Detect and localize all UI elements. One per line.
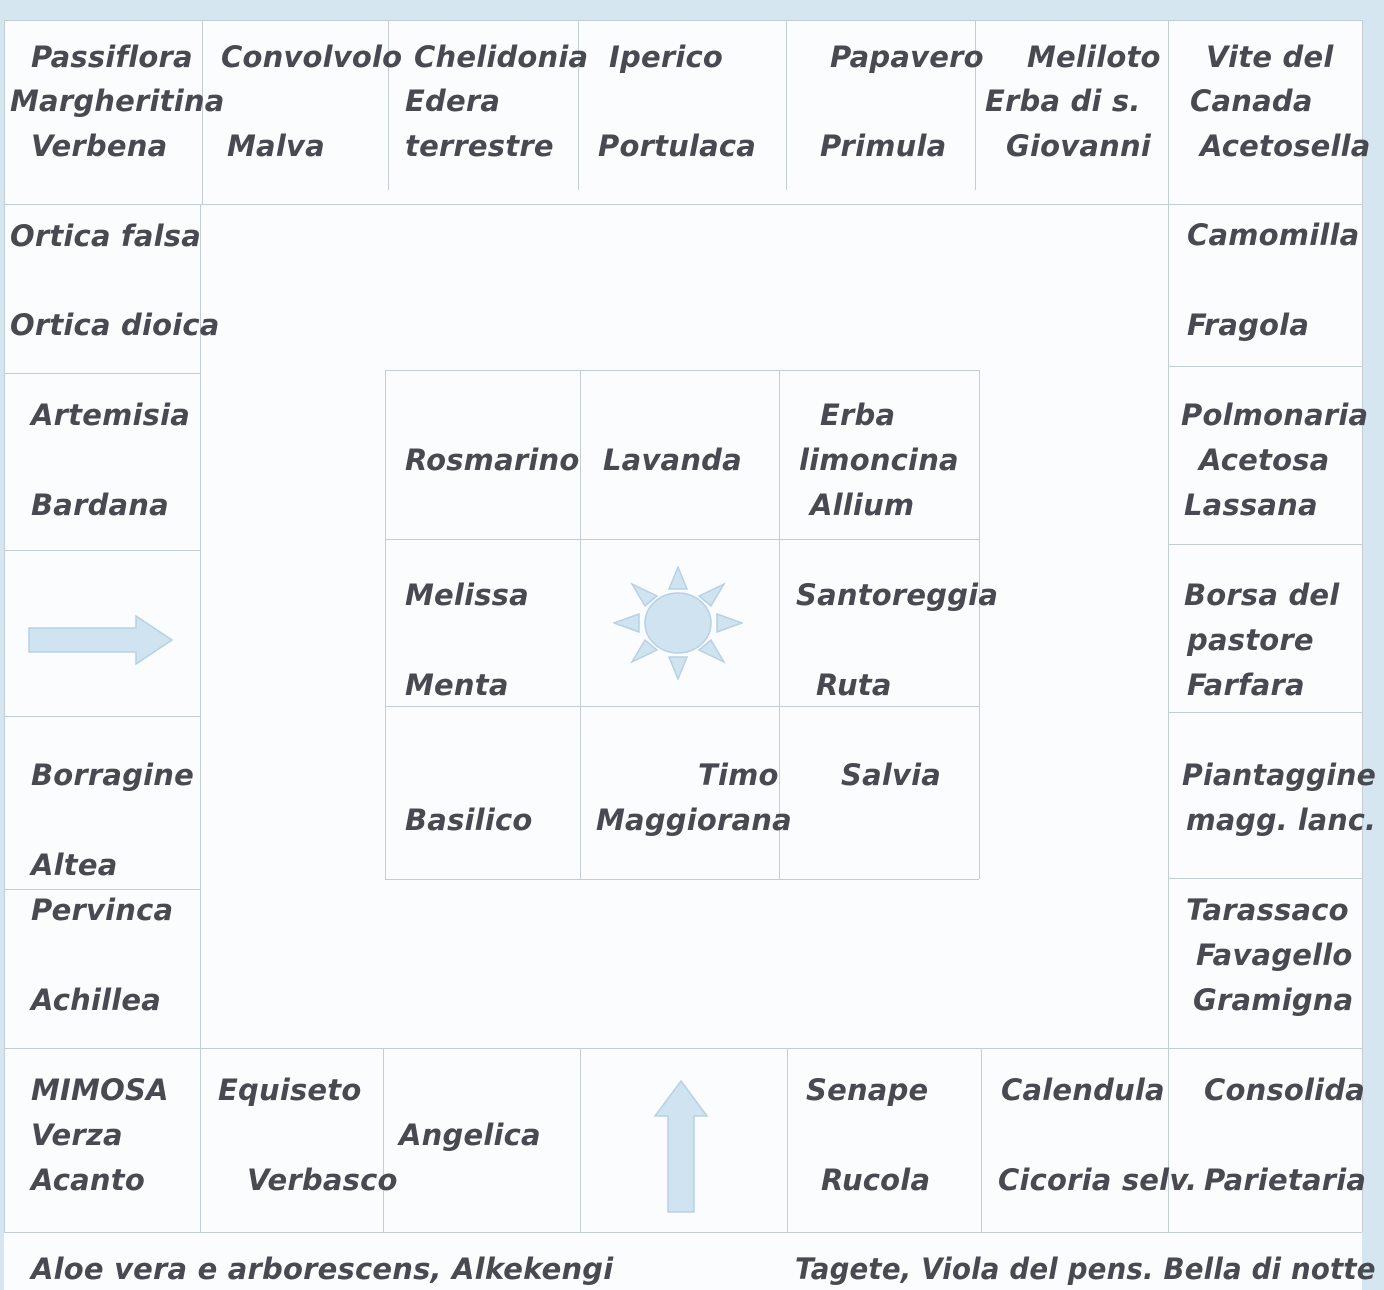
plant-label: Polmonaria <box>1181 398 1369 432</box>
plant-label: Pervinca <box>31 893 174 927</box>
plant-label: Tarassaco <box>1186 893 1349 927</box>
grid-line <box>4 716 200 717</box>
plant-label: Iperico <box>609 40 723 74</box>
plant-label: Passiflora <box>31 40 193 74</box>
plant-label: Artemisia <box>31 398 191 432</box>
plant-label: limoncina <box>799 443 959 477</box>
plant-label: magg. lanc. <box>1186 803 1377 837</box>
plant-label: Papavero <box>830 40 984 74</box>
plant-label: Consolida <box>1204 1073 1366 1107</box>
grid-line <box>4 889 200 890</box>
plant-label: Piantaggine <box>1182 758 1377 792</box>
plant-label: Allium <box>810 488 915 522</box>
grid-line <box>385 706 979 707</box>
grid-line <box>4 550 200 551</box>
plant-label: Acanto <box>31 1163 145 1197</box>
grid-line <box>580 370 581 879</box>
plant-label: Bardana <box>31 488 169 522</box>
plant-label: terrestre <box>405 129 554 163</box>
plant-label: Melissa <box>405 578 529 612</box>
grid-line <box>385 879 979 880</box>
plant-label: Gramigna <box>1193 983 1354 1017</box>
footer-plants-right: Tagete, Viola del pens. Bella di notte <box>795 1252 1376 1286</box>
plant-label: Convolvolo <box>221 40 403 74</box>
plant-label: Rosmarino <box>405 443 580 477</box>
grid-line <box>4 1048 1362 1049</box>
plant-label: Edera <box>405 84 501 118</box>
plant-label: Parietaria <box>1204 1163 1367 1197</box>
plant-label: Margheritina <box>10 84 225 118</box>
plant-label: Achillea <box>31 983 162 1017</box>
plant-label: Fragola <box>1187 308 1310 342</box>
grid-line <box>580 1048 581 1232</box>
plant-label: Lavanda <box>603 443 742 477</box>
grid-line <box>4 20 5 1232</box>
plant-label: Farfara <box>1187 668 1305 702</box>
plant-label: Giovanni <box>1006 129 1151 163</box>
grid-line <box>4 373 200 374</box>
plant-label: Verbasco <box>247 1163 398 1197</box>
grid-line <box>1362 20 1363 1232</box>
plant-label: Verza <box>31 1118 123 1152</box>
arrow-up-icon <box>653 1080 709 1214</box>
plant-label: Salvia <box>841 758 942 792</box>
plant-label: Acetosella <box>1200 129 1371 163</box>
plant-label: Canada <box>1190 84 1313 118</box>
grid-line <box>1168 20 1169 1232</box>
grid-line <box>1168 366 1362 367</box>
plant-label: Santoreggia <box>796 578 999 612</box>
plant-label: Camomilla <box>1187 218 1360 252</box>
grid-line <box>4 1232 1362 1233</box>
plant-label: Erba di s. <box>985 84 1141 118</box>
grid-line <box>786 20 787 190</box>
plant-label: Basilico <box>405 803 533 837</box>
grid-line <box>979 370 980 879</box>
plant-label: Borsa del <box>1184 578 1340 612</box>
plant-label: Maggiorana <box>596 803 792 837</box>
grid-line <box>981 1048 982 1232</box>
footer-plants-left: Aloe vera e arborescens, Alkekengi <box>31 1252 614 1286</box>
plant-label: pastore <box>1187 623 1314 657</box>
plant-label: Lassana <box>1184 488 1318 522</box>
plant-label: Angelica <box>399 1118 541 1152</box>
plant-label: Erba <box>820 398 896 432</box>
plant-label: Portulaca <box>598 129 757 163</box>
plant-label: Chelidonia <box>414 40 589 74</box>
plant-label: Equiseto <box>218 1073 362 1107</box>
plant-label: Calendula <box>1001 1073 1165 1107</box>
plant-label: Borragine <box>31 758 195 792</box>
grid-line <box>787 1048 788 1232</box>
grid-line <box>385 370 979 371</box>
grid-line <box>1168 712 1362 713</box>
plant-label: Menta <box>405 668 509 702</box>
plant-label: Altea <box>31 848 118 882</box>
plant-label: Rucola <box>821 1163 931 1197</box>
grid-line <box>385 370 386 879</box>
grid-line <box>200 204 201 1232</box>
grid-line <box>383 1048 384 1232</box>
plant-label: Ruta <box>816 668 892 702</box>
plant-label: Cicoria selv. <box>998 1163 1198 1197</box>
plant-label: Primula <box>820 129 947 163</box>
plant-label: Meliloto <box>1027 40 1161 74</box>
arrow-right-icon <box>28 614 174 666</box>
plant-label: Senape <box>806 1073 929 1107</box>
plant-label: Malva <box>227 129 325 163</box>
plant-label: Ortica falsa <box>10 219 201 253</box>
plant-label: Verbena <box>31 129 168 163</box>
plant-label: Vite del <box>1206 40 1334 74</box>
plant-label: Favagello <box>1196 938 1353 972</box>
grid-line <box>4 20 1362 21</box>
plant-label: Acetosa <box>1199 443 1330 477</box>
plant-label: MIMOSA <box>31 1073 169 1107</box>
grid-line <box>385 539 979 540</box>
plant-label: Ortica dioica <box>10 308 220 342</box>
grid-line <box>1168 544 1362 545</box>
grid-line <box>4 204 1362 205</box>
plant-label: Timo <box>698 758 779 792</box>
grid-line <box>1168 878 1362 879</box>
sun-icon <box>613 566 743 680</box>
